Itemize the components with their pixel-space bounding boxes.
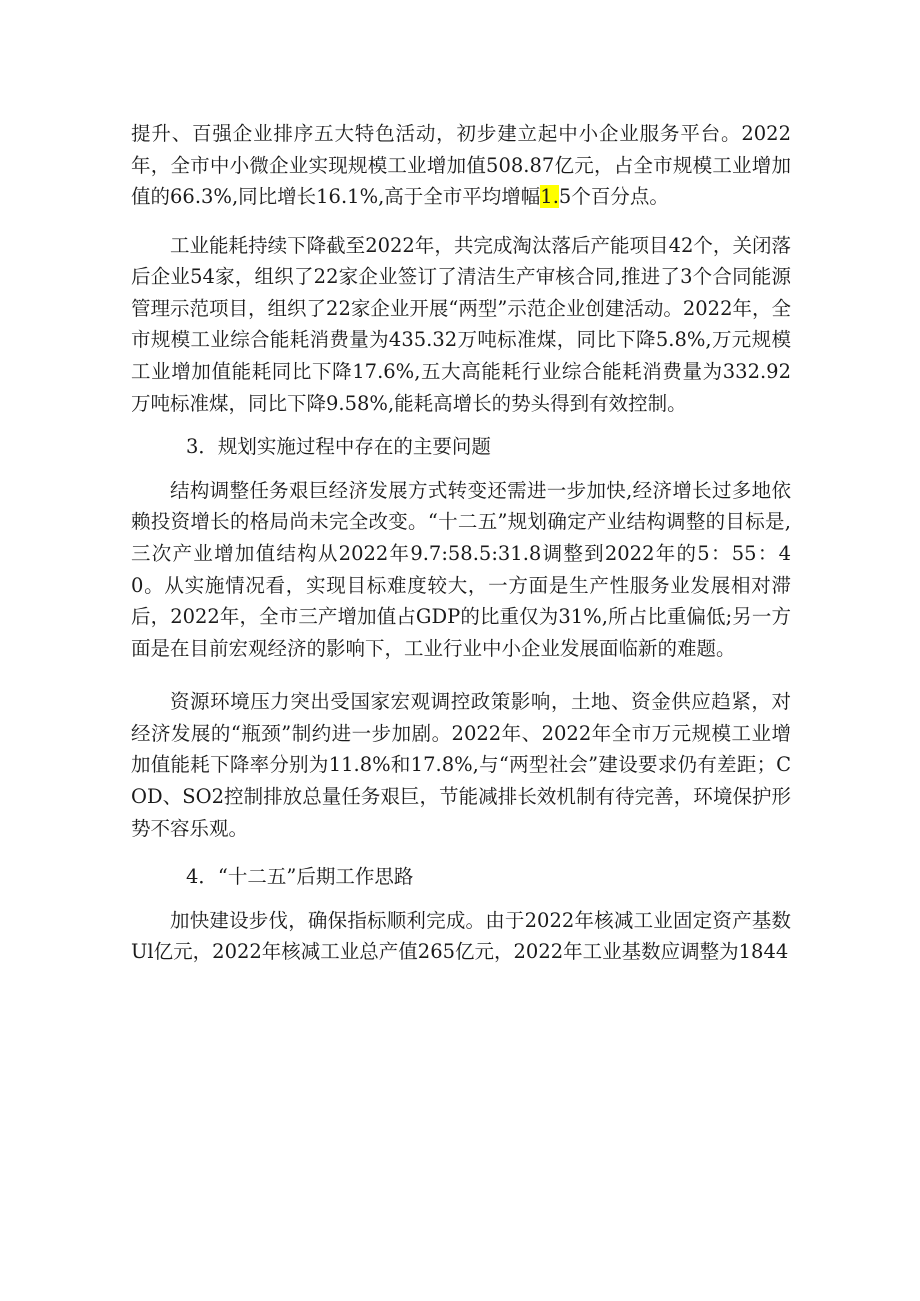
paragraph-structural-adjustment: 结构调整任务艰巨经济发展方式转变还需进一步加快,经济增长过多地依赖投资增长的格局尚未完全改变。“十二五”规划确定产业结构调整的目标是,三次产业增加值结构从2022年9.7:58.5:31.8调整到2022年的5：55：40。从实施情况看，实现目标难度较大，一方面是生产性服务业发展相对滞后，2022年，全市三产增加值占GDP的比重仅为31%,所占比重偏低;另一方面是在目前宏观经济的影响下，工业行业中小企业发展面临新的难题。	[131, 478, 791, 660]
section-heading-4: 4．“十二五”后期工作思路	[186, 865, 414, 889]
paragraph-energy-consumption: 工业能耗持续下降截至2022年，共完成淘汰落后产能项目42个，关闭落后企业54家，组织了22家企业签订了清洁生产审核合同,推进了3个合同能源管理示范项目，组织了22家企业开展“两型”示范企业创建活动。2022年，全市规模工业综合能耗消费量为435.32万吨标准煤，同比下降5.8%,万元规模工业增加值能耗同比下降17.6%,五大高能耗行业综合能耗消费量为332.92万吨标准煤，同比下降9.58%,能耗高增长的势头得到有效控制。	[131, 233, 791, 415]
paragraph-resource-environment: 资源环境压力突出受国家宏观调控政策影响，土地、资金供应趋紧，对经济发展的“瓶颈”制约进一步加剧。2022年、2022年全市万元规模工业增加值能耗下降率分别为11.8%和17.8%,与“两型社会”建设要求仍有差距；COD、SO2控制排放总量任务艰巨，节能减排长效机制有待完善，环境保护形势不容乐观。	[131, 690, 791, 840]
document-page	[131, 118, 791, 968]
paragraph-text: 提升、百强企业排序五大特色活动，初步建立起中小企业服务平台。2022年，全市中小微企业实现规模工业增加值508.87亿元，占全市规模工业增加值的66.3%,同比增长16.1%,高于全市平均增幅	[131, 122, 791, 209]
section-heading-3: 3．规划实施过程中存在的主要问题	[186, 435, 491, 459]
paragraph-sme-development	[131, 118, 791, 213]
paragraph-text: 5个百分点。	[558, 185, 669, 209]
paragraph-work-plan: 加快建设步伐，确保指标顺利完成。由于2022年核减工业固定资产基数Ul亿元，2022年核减工业总产值265亿元，2022年工业基数应调整为1844	[131, 908, 791, 964]
highlighted-text: 1.	[540, 185, 559, 209]
